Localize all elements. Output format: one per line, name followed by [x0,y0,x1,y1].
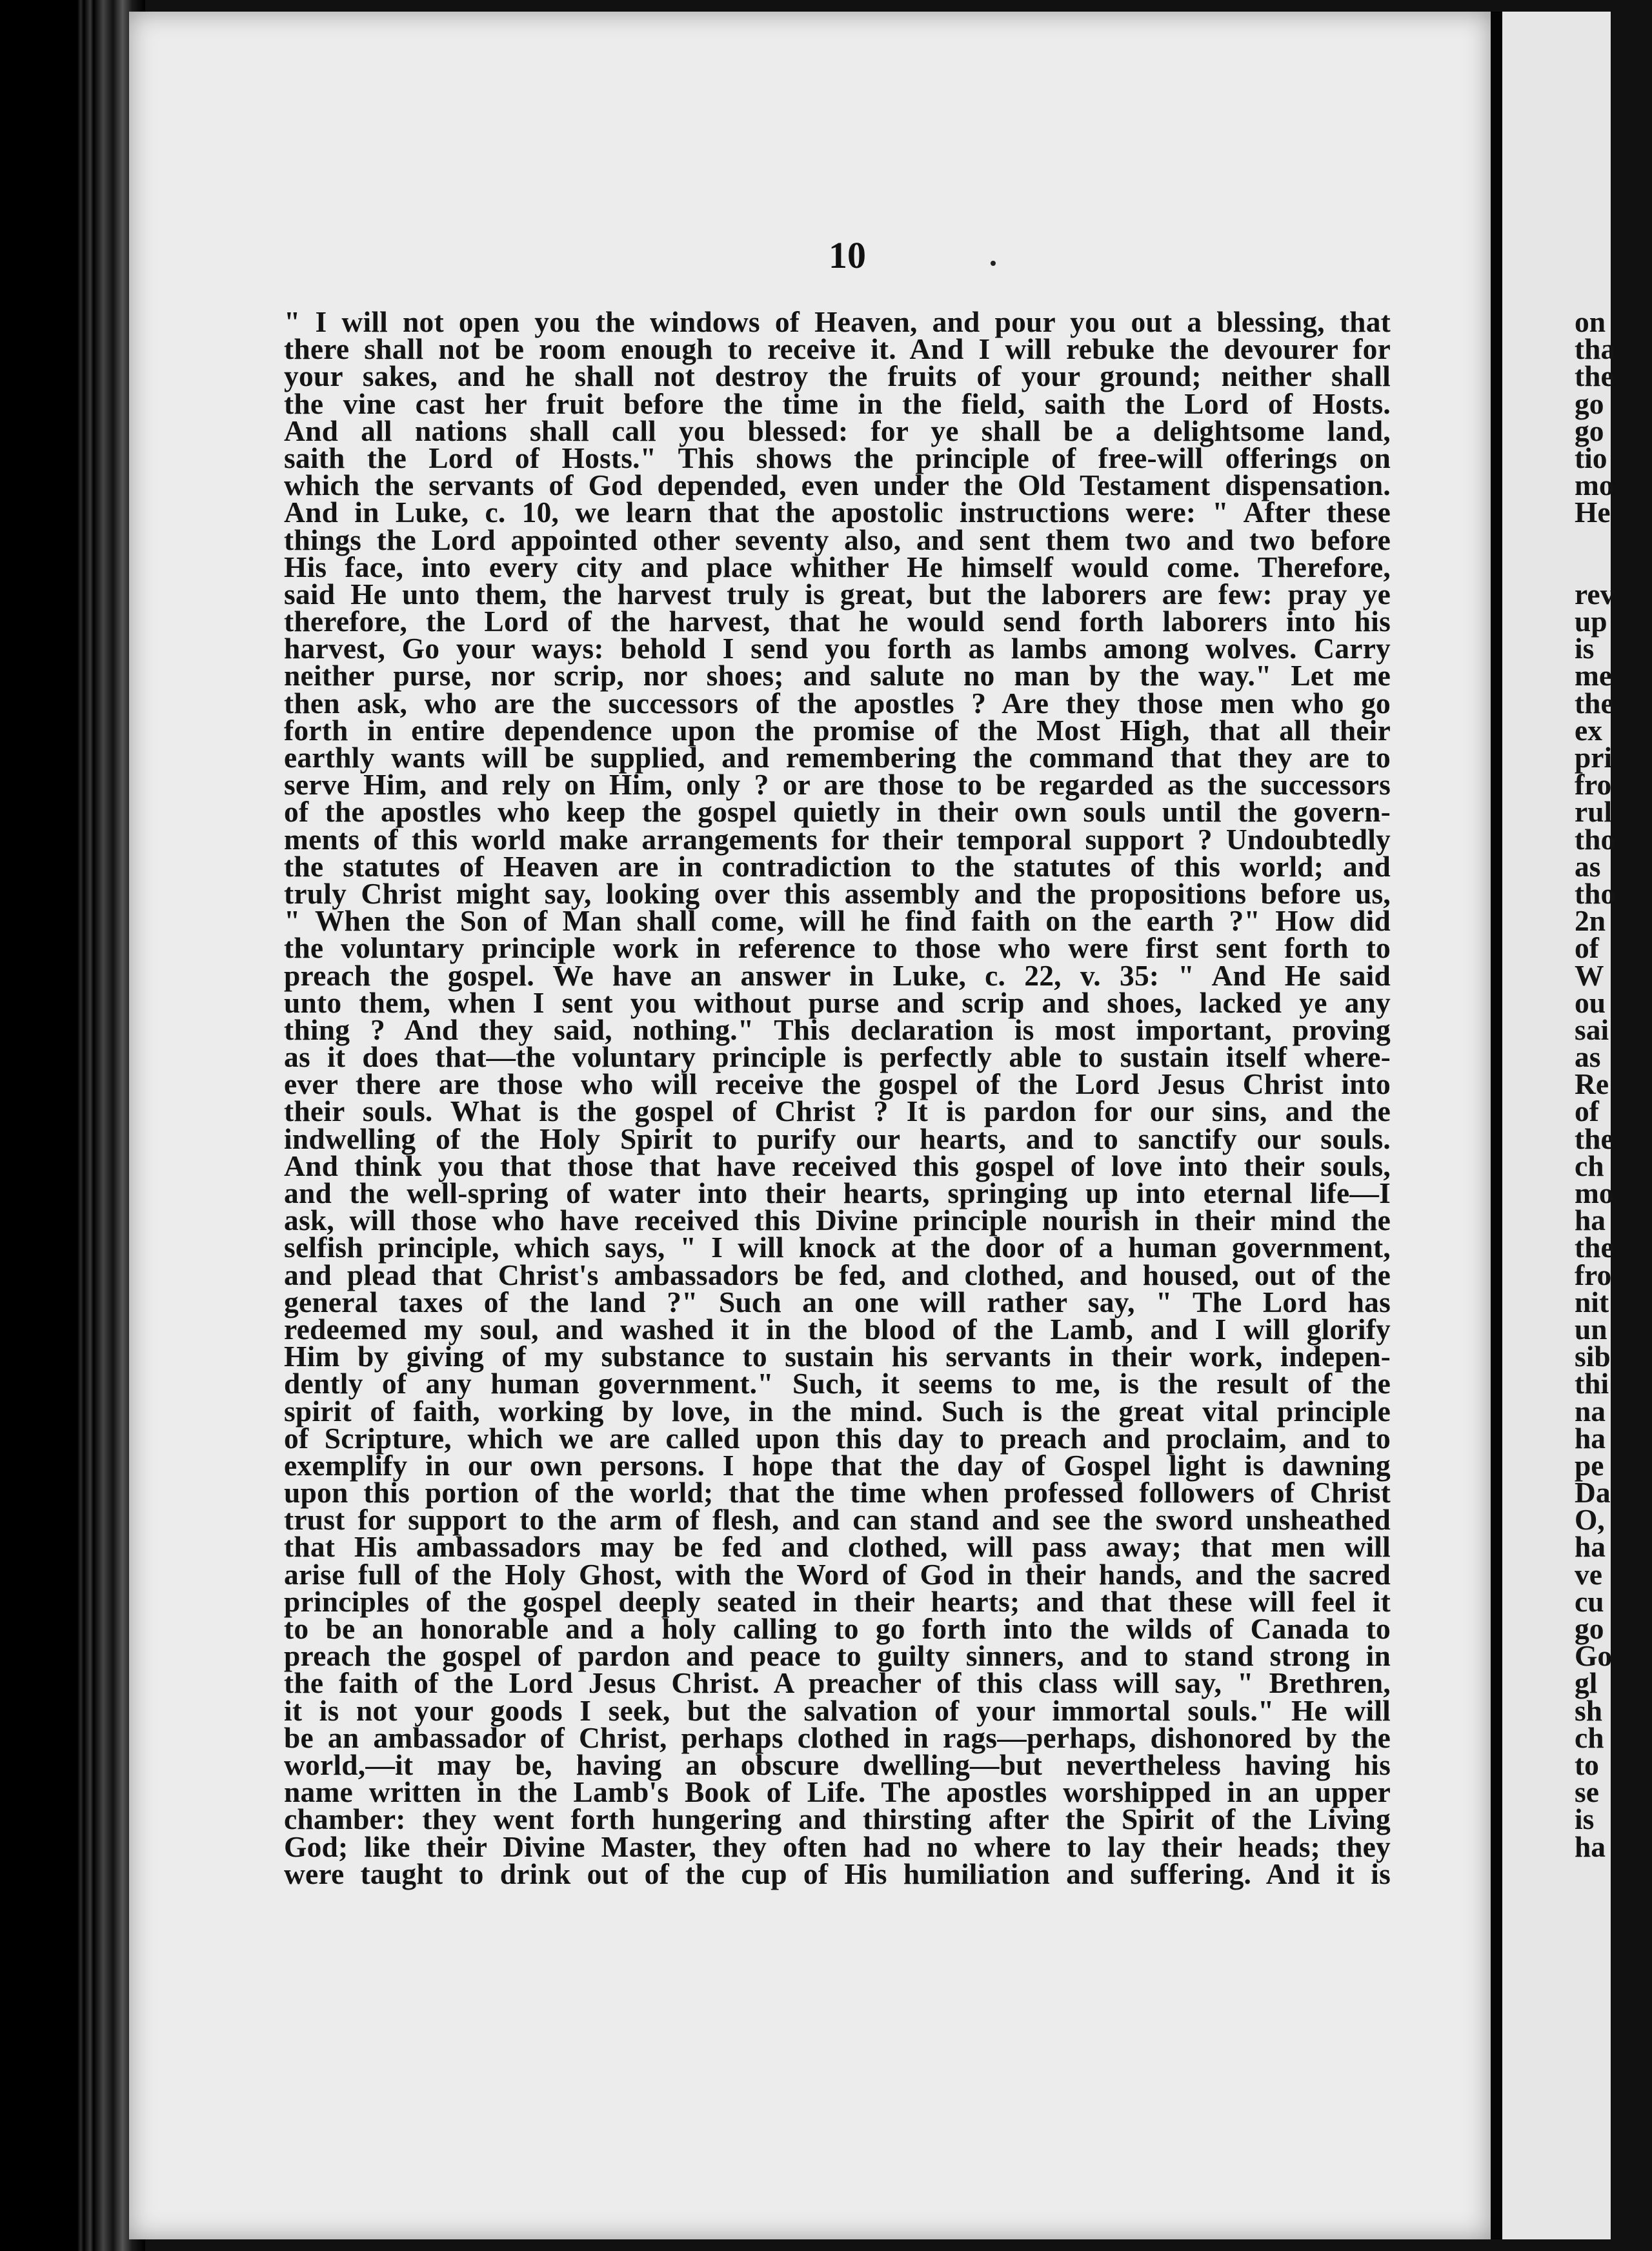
adjacent-text-fragment: gl [1575,1666,1598,1700]
adjacent-text-fragment: go [1575,387,1604,420]
text-line: your sakes, and he shall not destroy the fruits of your ground; neither shall [284,359,1391,393]
adjacent-text-fragment: ch [1575,1149,1604,1182]
text-line: therefore, the Lord of the harvest, that he would send forth laborers into his [284,605,1391,638]
adjacent-text-fragment: the [1575,359,1614,393]
text-line: the statutes of Heaven are in contradiction to the statutes of this world; and [284,849,1391,883]
adjacent-text-fragment: cu [1575,1584,1604,1618]
text-line: redeemed my soul, and washed it in the blood of the Lamb, and I will glorify [284,1312,1391,1346]
text-line: selfish principle, which says, " I will knock at the door of a human government, [284,1231,1391,1264]
text-line: preach the gospel of pardon and peace to guilty sinners, and to stand strong in [284,1639,1391,1673]
adjacent-text-fragment: sib [1575,1340,1611,1373]
text-line: the voluntary principle work in reference to those who were first sent forth to [284,931,1391,965]
adjacent-text-fragment: is [1575,1802,1595,1836]
adjacent-text-fragment: nit [1575,1285,1609,1318]
text-line: indwelling of the Holy Spirit to purify our hearts, and to sanctify our souls. [284,1122,1391,1155]
text-line: upon this portion of the world; that the time when professed followers of Christ [284,1476,1391,1509]
adjacent-text-fragment: ch [1575,1721,1604,1754]
adjacent-text-fragment: Re [1575,1067,1609,1101]
text-line: dently of any human government." Such, it seems to me, is the result of the [284,1367,1391,1400]
adjacent-text-fragment: rev [1575,577,1615,611]
text-line: saith the Lord of Hosts." This shows the principle of free-will offerings on [284,441,1391,474]
adjacent-text-fragment: He [1575,496,1611,529]
text-line: And all nations shall call you blessed: for ye shall be a delightsome land, [284,414,1391,447]
adjacent-text-fragment: the [1575,1231,1614,1264]
text-line: Him by giving of my substance to sustain his servants in their work, indepen- [284,1340,1391,1373]
adjacent-text-fragment: mo [1575,469,1614,502]
text-line: name written in the Lamb's Book of Life. The apostles worshipped in an upper [284,1775,1391,1809]
book-edge [0,0,145,2251]
text-line: the faith of the Lord Jesus Christ. A preacher of this class will say, " Brethren, [284,1666,1391,1700]
adjacent-text-fragment: se [1575,1775,1599,1809]
text-line: world,—it may be, having an obscure dwelling—but nevertheless having his [284,1748,1391,1781]
adjacent-text-fragment: tha [1575,332,1616,366]
adjacent-text-fragment: on [1575,305,1606,338]
adjacent-text-fragment: me [1575,659,1613,692]
text-line: preach the gospel. We have an answer in Luke, c. 22, v. 35: " And He said [284,958,1391,992]
text-line: things the Lord appointed other seventy also, and sent them two and two before [284,523,1391,556]
adjacent-text-fragment: sh [1575,1693,1603,1727]
adjacent-text-fragment: the [1575,1122,1614,1155]
text-line: " I will not open you the windows of Heaven, and pour you out a blessing, that [284,305,1391,338]
text-line: to be an honorable and a holy calling to go forth into the wilds of Canada to [284,1612,1391,1645]
adjacent-text-fragment: ha [1575,1530,1606,1564]
adjacent-text-fragment: O, [1575,1503,1605,1537]
adjacent-text-fragment: is [1575,632,1595,665]
text-line: were taught to drink out of the cup of His humiliation and suffering. And it is [284,1857,1391,1890]
adjacent-text-fragment: ve [1575,1557,1602,1591]
adjacent-text-fragment: fro [1575,1258,1612,1291]
adjacent-text-fragment: go [1575,414,1604,447]
adjacent-text-fragment: as [1575,849,1601,883]
text-line: ever there are those who will receive the gospel of the Lord Jesus Christ into [284,1067,1391,1101]
text-line: principles of the gospel deeply seated in their hearts; and that these will feel it [284,1584,1391,1618]
text-line: of the apostles who keep the gospel quietly in their own souls until the govern- [284,795,1391,829]
text-line: as it does that—the voluntary principle is perfectly able to sustain itself where- [284,1040,1391,1074]
adjacent-page-text-fragments [1575,305,1652,1863]
adjacent-text-fragment: of [1575,931,1599,965]
adjacent-text-fragment: tho [1575,876,1616,910]
adjacent-text-fragment: pri [1575,741,1613,774]
text-line: then ask, who are the successors of the apostles ? Are they those men who go [284,686,1391,720]
text-line: neither purse, nor scrip, nor shoes; and salute no man by the way." Let me [284,659,1391,692]
text-line: it is not your goods I seek, but the salvation of your immortal souls." He will [284,1693,1391,1727]
adjacent-text-fragment: Go [1575,1639,1613,1673]
text-line: and the well-spring of water into their hearts, springing up into eternal life—I [284,1176,1391,1209]
text-line: general taxes of the land ?" Such an one will rather say, " The Lord has [284,1285,1391,1318]
text-line: His face, into every city and place whither He himself would come. Therefore, [284,550,1391,583]
text-line: exemplify in our own persons. I hope that the day of Gospel light is dawning [284,1448,1391,1482]
text-line: the vine cast her fruit before the time in the field, saith the Lord of Hosts. [284,387,1391,420]
adjacent-text-fragment: W [1575,958,1604,992]
adjacent-text-fragment: ex [1575,713,1602,747]
text-line: spirit of faith, working by love, in the mind. Such is the great vital principle [284,1394,1391,1428]
adjacent-text-fragment: thi [1575,1367,1609,1400]
adjacent-text-fragment: rul [1575,795,1613,829]
text-line: of Scripture, which we are called upon this day to preach and proclaim, and to [284,1421,1391,1455]
page-number: 10 [829,234,866,276]
text-line: said He unto them, the harvest truly is great, but the laborers are few: pray ye [284,577,1391,611]
text-line: truly Christ might say, looking over this assembly and the propositions before us, [284,876,1391,910]
adjacent-text-fragment: ha [1575,1204,1606,1237]
text-line: ask, will those who have received this Divine principle nourish in their mind the [284,1204,1391,1237]
adjacent-text-fragment: pe [1575,1448,1604,1482]
text-line: and plead that Christ's ambassadors be fed, and clothed, and housed, out of the [284,1258,1391,1291]
text-line: unto them, when I sent you without purse and scrip and shoes, lacked ye any [284,985,1391,1019]
adjacent-text-fragment: 2n [1575,904,1606,938]
adjacent-text-fragment: up [1575,605,1607,638]
adjacent-text-fragment: as [1575,1040,1601,1074]
text-line: serve Him, and rely on Him, only ? or are those to be regarded as the successors [284,768,1391,802]
text-line: be an ambassador of Christ, perhaps clothed in rags—perhaps, dishonored by the [284,1721,1391,1754]
adjacent-text-fragment: to [1575,1748,1599,1781]
adjacent-text-fragment: Da [1575,1476,1611,1509]
text-line: " When the Son of Man shall come, will he find faith on the earth ?" How did [284,904,1391,938]
text-line: which the servants of God depended, even under the Old Testament dispensation. [284,469,1391,502]
text-line: trust for support to the arm of flesh, and can stand and see the sword unsheathed [284,1503,1391,1537]
text-line: thing ? And they said, nothing." This declaration is most important, proving [284,1013,1391,1046]
adjacent-text-fragment: un [1575,1312,1607,1346]
text-line: ments of this world make arrangements for their temporal support ? Undoubtedly [284,822,1391,856]
text-line: that His ambassadors may be fed and clothed, will pass away; that men will [284,1530,1391,1564]
text-line: And think you that those that have received this gospel of love into their souls, [284,1149,1391,1182]
text-line: chamber: they went forth hungering and thirsting after the Spirit of the Living [284,1802,1391,1836]
adjacent-text-fragment: sai [1575,1013,1609,1046]
text-line: earthly wants will be supplied, and remembering the command that they are to [284,741,1391,774]
adjacent-text-fragment: tio [1575,441,1607,474]
adjacent-text-fragment: ha [1575,1830,1606,1863]
page-gutter [1491,12,1502,2239]
adjacent-text-fragment: ou [1575,985,1606,1019]
adjacent-text-fragment: tho [1575,822,1616,856]
adjacent-text-fragment: the [1575,686,1614,720]
text-line: forth in entire dependence upon the promise of the Most High, that all their [284,713,1391,747]
text-line: their souls. What is the gospel of Christ ? It is pardon for our sins, and the [284,1095,1391,1128]
page-body-text [284,305,1391,1890]
text-line: God; like their Divine Master, they often had no where to lay their heads; they [284,1830,1391,1863]
adjacent-text-fragment [1575,527,1652,554]
adjacent-text-fragment: fro [1575,768,1612,802]
adjacent-text-fragment [1575,554,1652,581]
adjacent-text-fragment: mo [1575,1176,1614,1209]
adjacent-text-fragment: ha [1575,1421,1606,1455]
text-line: And in Luke, c. 10, we learn that the apostolic instructions were: " After these [284,496,1391,529]
text-line: arise full of the Holy Ghost, with the Word of God in their hands, and the sacred [284,1557,1391,1591]
text-line: harvest, Go your ways: behold I send you forth as lambs among wolves. Carry [284,632,1391,665]
adjacent-text-fragment: na [1575,1394,1606,1428]
adjacent-text-fragment: of [1575,1095,1599,1128]
text-line: there shall not be room enough to receive it. And I will rebuke the devourer for [284,332,1391,366]
print-speck [991,261,996,266]
adjacent-text-fragment: go [1575,1612,1604,1645]
